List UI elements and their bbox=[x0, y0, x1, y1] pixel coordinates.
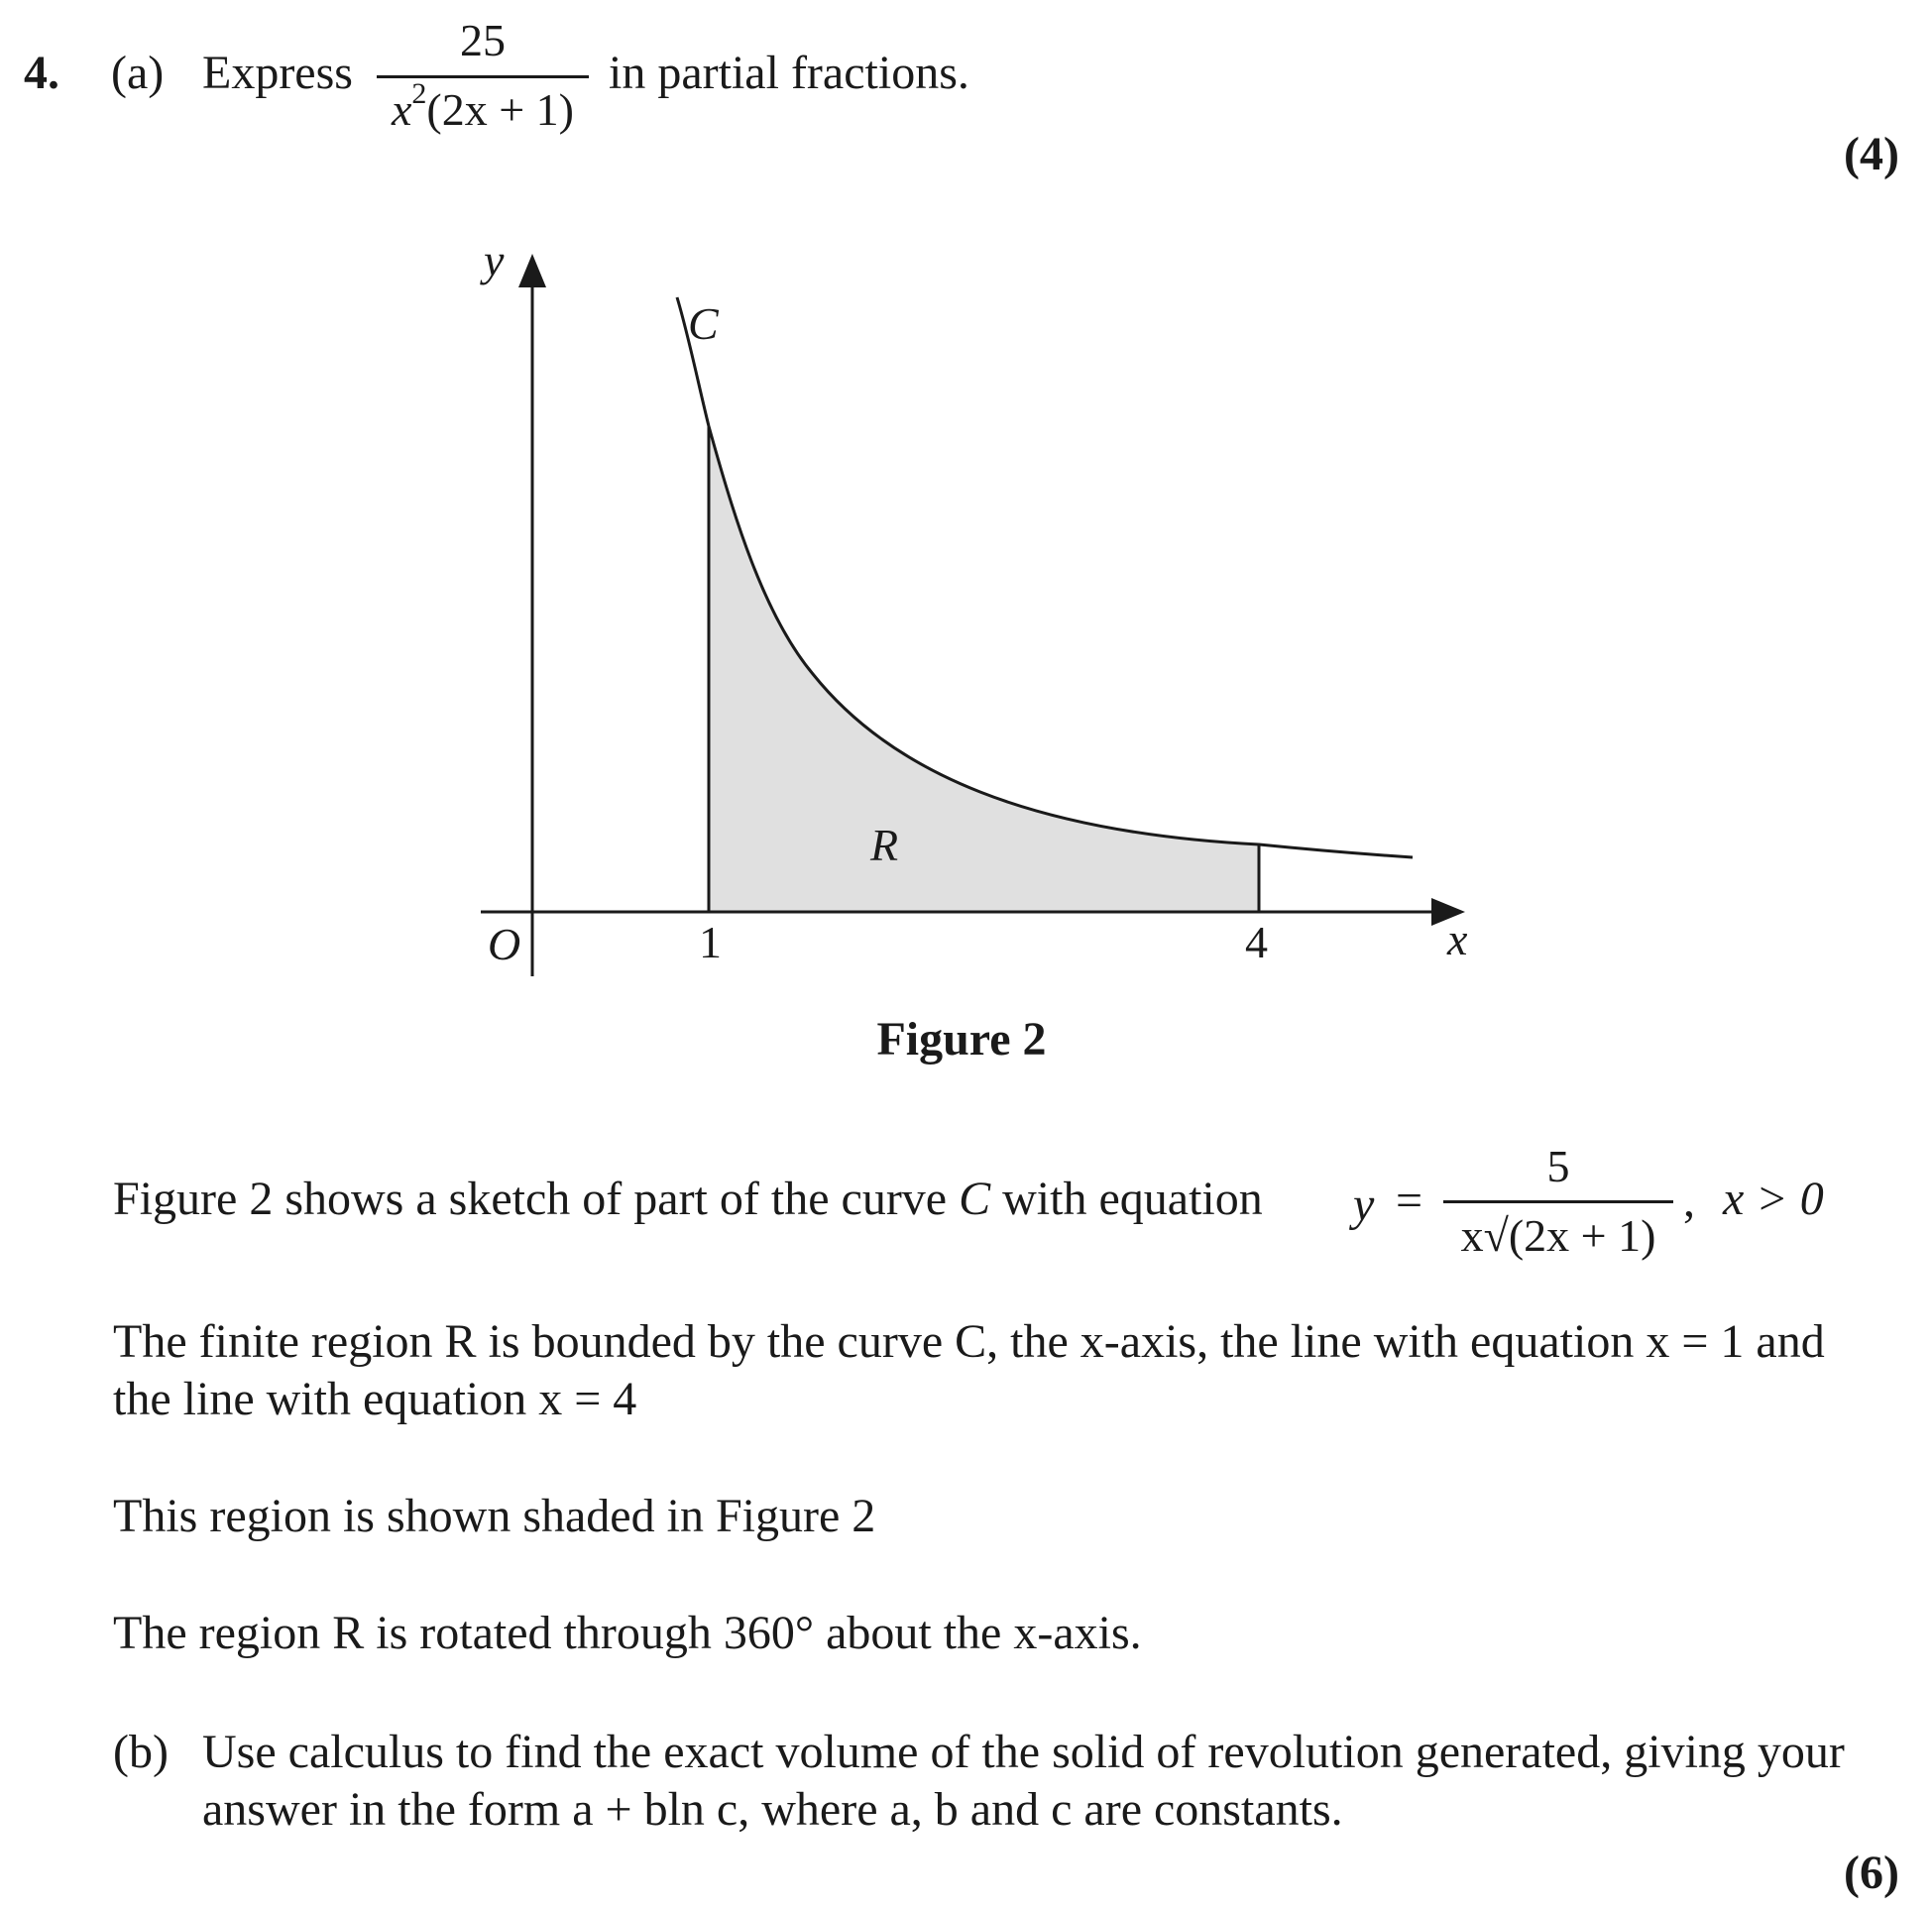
denominator-rest: (2x + 1) bbox=[426, 84, 574, 135]
paragraph-shaded: This region is shown shaded in Figure 2 bbox=[113, 1490, 876, 1542]
part-b-line-2: answer in the form a + bln c, where a, b and c are constants. bbox=[202, 1783, 1343, 1836]
curve-label: C bbox=[688, 298, 719, 349]
paragraph-region-line-1: The finite region R is bounded by the curve C, the x-axis, the line with equation x = 1 and bbox=[113, 1315, 1825, 1368]
p1-curve-name: C bbox=[959, 1173, 991, 1225]
y-axis-arrow-icon bbox=[518, 254, 546, 287]
p1-text: Figure 2 shows a sketch of part of the curve bbox=[113, 1173, 948, 1225]
equation-equals: = bbox=[1396, 1175, 1423, 1227]
tick-label-1: 1 bbox=[699, 917, 722, 967]
equation-y: y bbox=[1353, 1178, 1375, 1231]
equation-denominator: x√(2x + 1) bbox=[1460, 1210, 1656, 1261]
part-a-marks: (4) bbox=[1844, 128, 1899, 180]
figure-caption: Figure 2 bbox=[876, 1013, 1047, 1066]
origin-label: O bbox=[488, 919, 521, 969]
part-a-label: (a) bbox=[111, 47, 165, 99]
part-a-text-after: in partial fractions. bbox=[609, 47, 969, 99]
paragraph-rotation: The region R is rotated through 360° about the x-axis. bbox=[113, 1607, 1142, 1659]
p1-with: with equation bbox=[1002, 1173, 1263, 1225]
part-a-numerator: 25 bbox=[460, 15, 506, 65]
tick-label-4: 4 bbox=[1245, 917, 1268, 967]
paragraph-curve-description bbox=[113, 1172, 1263, 1227]
part-b-label: (b) bbox=[113, 1726, 169, 1778]
region-label: R bbox=[870, 820, 899, 870]
equation-condition: x > 0 bbox=[1723, 1173, 1824, 1225]
part-a-text-before: Express bbox=[202, 47, 353, 99]
part-b-marks: (6) bbox=[1844, 1847, 1899, 1899]
x-axis-label: x bbox=[1447, 914, 1468, 964]
equation-comma: , bbox=[1683, 1175, 1695, 1227]
part-b-line-1: Use calculus to find the exact volume of the solid of revolution generated, giving your bbox=[202, 1726, 1845, 1778]
y-axis-label: y bbox=[484, 235, 505, 285]
denominator-exponent: 2 bbox=[411, 77, 427, 110]
equation-numerator: 5 bbox=[1546, 1141, 1570, 1191]
paragraph-region-line-2: the line with equation x = 4 bbox=[113, 1373, 637, 1425]
question-number: 4. bbox=[24, 47, 59, 99]
denominator-x: x bbox=[391, 84, 412, 135]
equation-fraction-bar bbox=[1443, 1200, 1673, 1203]
